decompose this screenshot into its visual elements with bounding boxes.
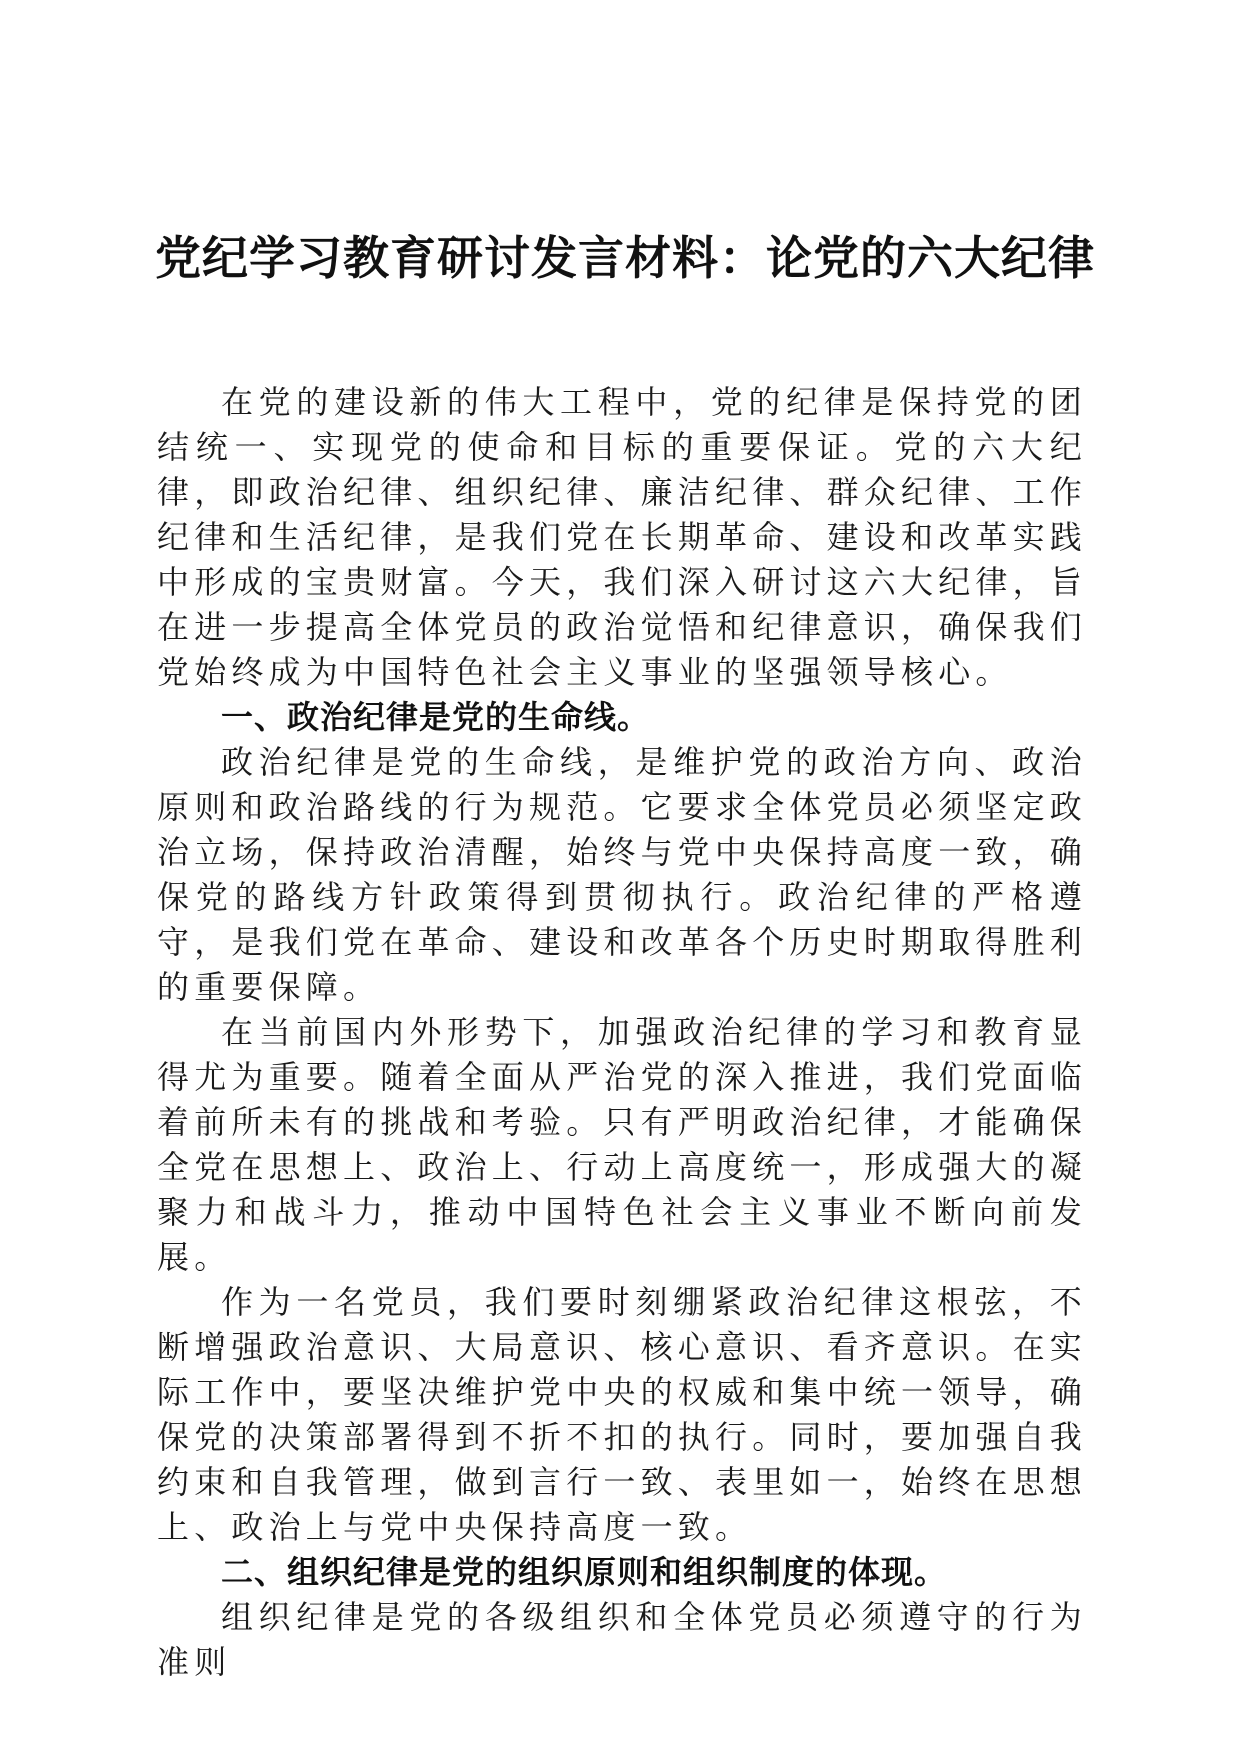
body-paragraph: 组织纪律是党的各级组织和全体党员必须遵守的行为准则 bbox=[157, 1598, 1087, 1681]
body-paragraph: 在当前国内外形势下，加强政治纪律的学习和教育显得尤为重要。随着全面从严治党的深入推进，我们党面临着前所未有的挑战和考验。只有严明政治纪律，才能确保全党在思想上、政治上、行动上高度统一，形成强大的凝聚力和战斗力，推动中国特色社会主义事业不断向前发展。 bbox=[157, 1013, 1088, 1276]
section-heading-organizational-discipline: 二、组织纪律是党的组织原则和组织制度的体现。 bbox=[221, 1553, 948, 1591]
document-title: 党纪学习教育研讨发言材料：论党的六大纪律 bbox=[155, 231, 1095, 285]
document-body bbox=[157, 380, 1087, 1685]
section-heading-political-discipline: 一、政治纪律是党的生命线。 bbox=[221, 698, 651, 736]
intro-paragraph: 在党的建设新的伟大工程中，党的纪律是保持党的团结统一、实现党的使命和目标的重要保证。党的六大纪律，即政治纪律、组织纪律、廉洁纪律、群众纪律、工作纪律和生活纪律，是我们党在长期革命、建设和改革实践中形成的宝贵财富。今天，我们深入研讨这六大纪律，旨在进一步提高全体党员的政治觉悟和纪律意识，确保我们党始终成为中国特色社会主义事业的坚强领导核心。 bbox=[157, 383, 1088, 691]
body-paragraph: 作为一名党员，我们要时刻绷紧政治纪律这根弦，不断增强政治意识、大局意识、核心意识、看齐意识。在实际工作中，要坚决维护党中央的权威和集中统一领导，确保党的决策部署得到不折不扣的执行。同时，要加强自我约束和自我管理，做到言行一致、表里如一，始终在思想上、政治上与党中央保持高度一致。 bbox=[157, 1283, 1088, 1546]
body-paragraph: 政治纪律是党的生命线，是维护党的政治方向、政治原则和政治路线的行为规范。它要求全体党员必须坚定政治立场，保持政治清醒，始终与党中央保持高度一致，确保党的路线方针政策得到贯彻执行。政治纪律的严格遵守，是我们党在革命、建设和改革各个历史时期取得胜利的重要保障。 bbox=[157, 743, 1088, 1006]
